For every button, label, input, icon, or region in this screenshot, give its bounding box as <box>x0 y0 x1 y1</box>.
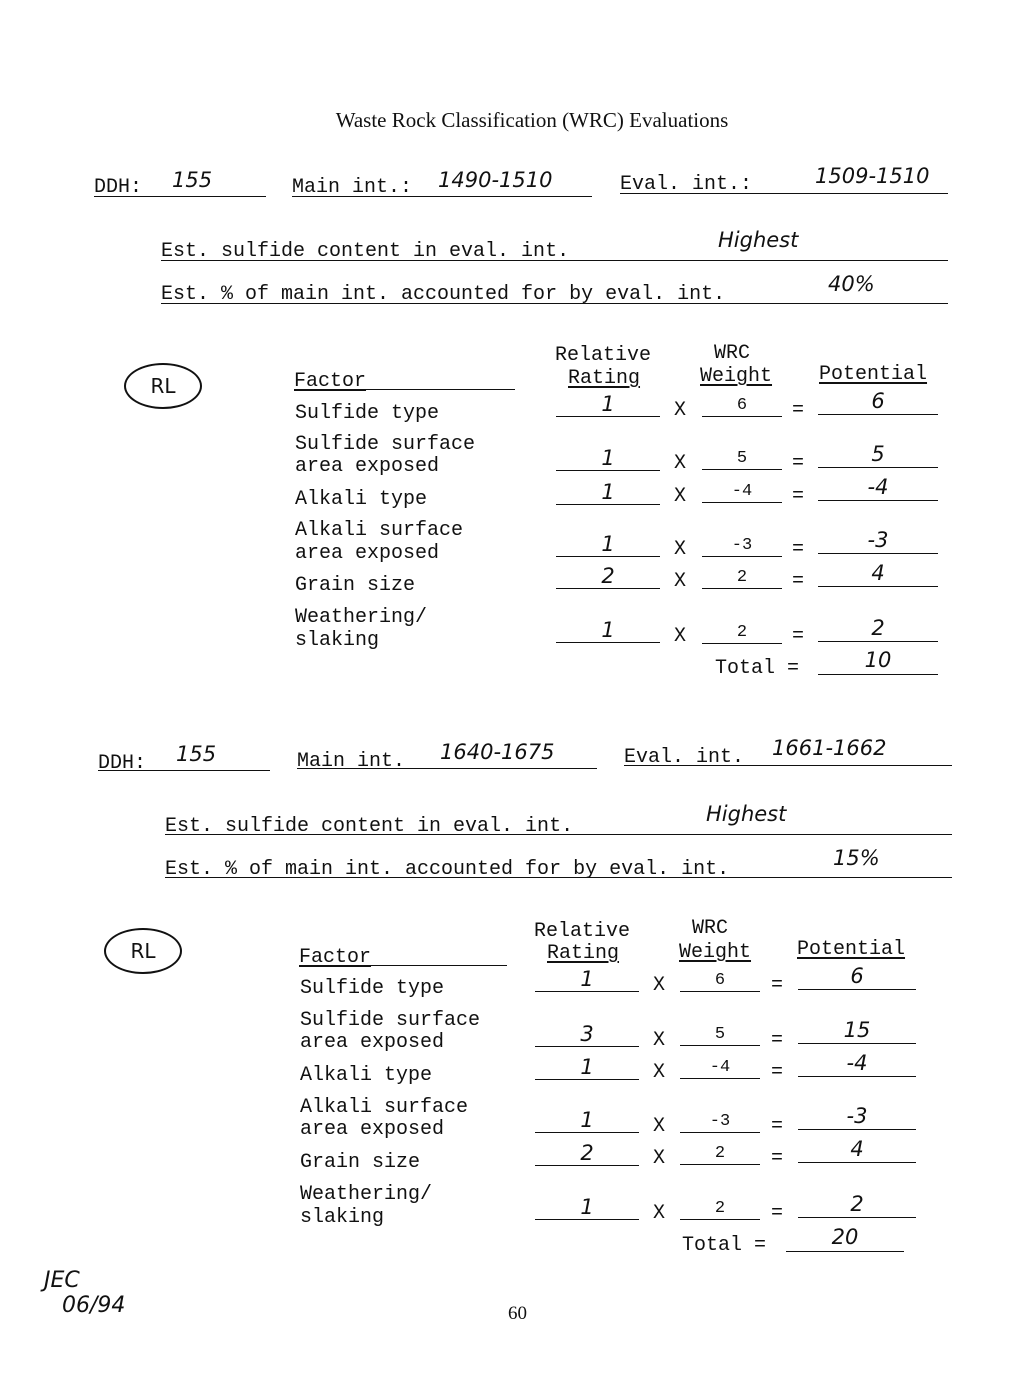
rating-value: 1 <box>556 480 660 505</box>
times-sign: X <box>674 452 687 475</box>
rating-value: 1 <box>556 532 660 557</box>
potential-value: 15 <box>798 1018 916 1044</box>
est-sulfide-label: Est. sulfide content in eval. int. <box>161 240 570 263</box>
weight-value: -4 <box>702 482 782 503</box>
factor-label: Grain size <box>300 1151 421 1174</box>
times-sign: X <box>674 625 687 648</box>
weight-value: 2 <box>702 623 782 644</box>
factor-header: Factor <box>294 370 367 393</box>
potential-header: Potential <box>819 363 928 386</box>
relative-header: Relative <box>534 920 631 943</box>
total-value: 10 <box>818 648 938 675</box>
weight-value: -3 <box>680 1112 760 1133</box>
potential-value: 5 <box>818 442 938 468</box>
total-value: 20 <box>786 1225 904 1252</box>
factor-label: Grain size <box>295 574 416 597</box>
times-sign: X <box>674 399 687 422</box>
weight-value: 5 <box>702 449 782 470</box>
equals-sign: = <box>771 1202 784 1225</box>
potential-value: 6 <box>798 964 916 990</box>
times-sign: X <box>653 974 666 997</box>
factor-label: Sulfide type <box>295 402 440 425</box>
est-percent-label: Est. % of main int. accounted for by eval. int. <box>165 858 730 881</box>
factor-label: Weathering/ <box>295 606 428 629</box>
ddh-label: DDH: <box>94 176 143 199</box>
rating-value: 2 <box>535 1141 639 1166</box>
rating-header: Rating <box>568 367 641 390</box>
weight-value: 6 <box>680 971 760 992</box>
factor-label-line2: area exposed <box>295 455 440 478</box>
est-sulfide-label: Est. sulfide content in eval. int. <box>165 815 574 838</box>
times-sign: X <box>653 1202 666 1225</box>
eval-int-value: 1661-1662 <box>772 736 887 760</box>
eval-int-value: 1509-1510 <box>815 164 930 188</box>
main-int-value: 1490-1510 <box>438 168 553 192</box>
rating-value: 1 <box>535 967 639 992</box>
factor-label-line2: area exposed <box>300 1118 445 1141</box>
potential-value: 2 <box>798 1192 916 1218</box>
factor-label: Alkali surface <box>295 519 464 542</box>
wrc-header: WRC <box>714 342 751 365</box>
potential-value: -4 <box>818 475 938 501</box>
factor-label: Sulfide surface <box>300 1009 481 1032</box>
est-percent-value: 40% <box>828 272 875 296</box>
equals-sign: = <box>792 625 805 648</box>
equals-sign: = <box>771 974 784 997</box>
weight-header: Weight <box>700 365 773 388</box>
est-sulfide-value: Highest <box>718 228 799 252</box>
potential-value: -3 <box>818 528 938 554</box>
equals-sign: = <box>792 570 805 593</box>
weight-value: 6 <box>702 396 782 417</box>
ddh-label: DDH: <box>98 752 147 775</box>
weight-value: 2 <box>680 1144 760 1165</box>
rating-value: 1 <box>556 392 660 417</box>
weight-value: 2 <box>702 568 782 589</box>
factor-label-line2: slaking <box>295 629 380 652</box>
factor-label-line2: slaking <box>300 1206 385 1229</box>
factor-label: Alkali surface <box>300 1096 469 1119</box>
page-number: 60 <box>508 1303 527 1324</box>
est-sulfide-value: Highest <box>706 802 787 826</box>
main-int-label: Main int.: <box>292 176 413 199</box>
potential-value: 6 <box>818 389 938 415</box>
rating-value: 1 <box>535 1195 639 1220</box>
equals-sign: = <box>771 1147 784 1170</box>
rating-value: 1 <box>535 1108 639 1133</box>
weight-value: -4 <box>680 1058 760 1079</box>
rating-header: Rating <box>547 942 620 965</box>
factor-label: Sulfide surface <box>295 433 476 456</box>
times-sign: X <box>653 1115 666 1138</box>
ddh-value: 155 <box>172 168 213 192</box>
equals-sign: = <box>771 1061 784 1084</box>
weight-header: Weight <box>679 941 752 964</box>
rating-value: 3 <box>535 1022 639 1047</box>
total-label: Total = <box>715 657 800 680</box>
wrc-header: WRC <box>692 917 729 940</box>
potential-value: 4 <box>798 1137 916 1163</box>
weight-value: 2 <box>680 1199 760 1220</box>
times-sign: X <box>674 485 687 508</box>
factor-header: Factor <box>299 946 372 969</box>
potential-value: -4 <box>798 1051 916 1077</box>
rating-value: 1 <box>556 618 660 643</box>
equals-sign: = <box>792 538 805 561</box>
factor-label-line2: area exposed <box>295 542 440 565</box>
main-int-value: 1640-1675 <box>440 740 555 764</box>
times-sign: X <box>674 570 687 593</box>
times-sign: X <box>674 538 687 561</box>
factor-label: Weathering/ <box>300 1183 433 1206</box>
rl-stamp: RL <box>104 928 182 974</box>
total-label: Total = <box>682 1234 767 1257</box>
times-sign: X <box>653 1061 666 1084</box>
review-date: 06/94 <box>62 1293 126 1318</box>
ddh-value: 155 <box>176 742 217 766</box>
equals-sign: = <box>771 1029 784 1052</box>
equals-sign: = <box>792 399 805 422</box>
factor-label: Sulfide type <box>300 977 445 1000</box>
est-percent-value: 15% <box>833 846 880 870</box>
weight-value: 5 <box>680 1025 760 1046</box>
potential-value: -3 <box>798 1104 916 1130</box>
weight-value: -3 <box>702 536 782 557</box>
potential-header: Potential <box>797 938 906 961</box>
factor-label: Alkali type <box>295 488 428 511</box>
times-sign: X <box>653 1147 666 1170</box>
potential-value: 2 <box>818 616 938 642</box>
factor-label: Alkali type <box>300 1064 433 1087</box>
rating-value: 2 <box>556 564 660 589</box>
eval-int-label: Eval. int. <box>624 746 745 769</box>
potential-value: 4 <box>818 561 938 587</box>
times-sign: X <box>653 1029 666 1052</box>
equals-sign: = <box>792 485 805 508</box>
factor-label-line2: area exposed <box>300 1031 445 1054</box>
eval-int-label: Eval. int.: <box>620 173 753 196</box>
equals-sign: = <box>792 452 805 475</box>
est-percent-label: Est. % of main int. accounted for by eval. int. <box>161 283 726 306</box>
relative-header: Relative <box>555 344 652 367</box>
reviewer-initials: JEC <box>44 1268 80 1293</box>
rating-value: 1 <box>556 446 660 471</box>
rating-value: 1 <box>535 1055 639 1080</box>
page-title: Waste Rock Classification (WRC) Evaluations <box>335 108 729 132</box>
rl-stamp: RL <box>124 363 202 409</box>
main-int-label: Main int. <box>297 750 406 773</box>
equals-sign: = <box>771 1115 784 1138</box>
